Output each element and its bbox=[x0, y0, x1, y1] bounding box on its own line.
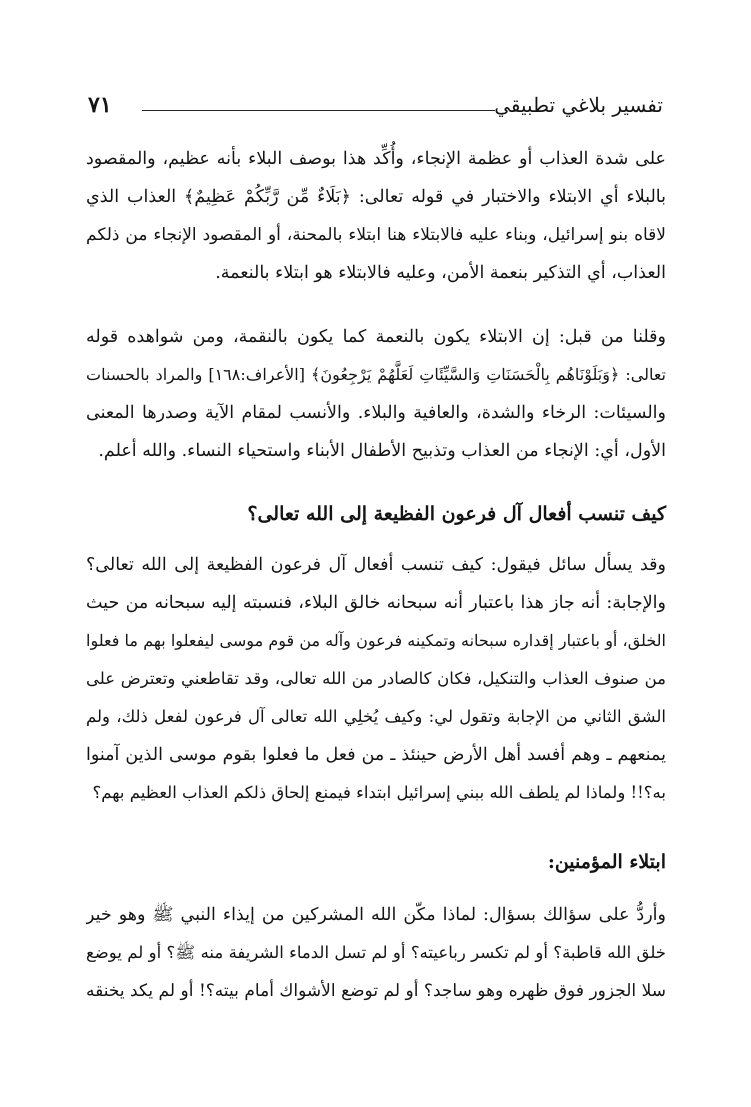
text-line: والإجابة: أنه جاز هذا باعتبار أنه سبحانه خالق البلاء، فنسبته إليه سبحانه من حيث bbox=[86, 593, 666, 613]
text-line: الخلق، أو باعتبار إقداره سبحانه وتمكينه فرعون وآله من قوم موسى ليفعلوا بهم ما فعلوا bbox=[86, 631, 666, 650]
header-rule bbox=[142, 110, 495, 111]
page-number: ٧١ bbox=[88, 92, 112, 118]
text-line: وأردُّ على سؤالك بسؤال: لماذا مكّن الله المشركين من إيذاء النبي ﷺ وهو خير bbox=[86, 905, 666, 925]
paragraph-4 bbox=[86, 896, 666, 1010]
text-line: تعالى: ﴿وَبَلَوْنَاهُم بِالْحَسَنَاتِ وَالسَّيِّئَاتِ لَعَلَّهُمْ يَرْجِعُونَ﴾ [الأعراف:١٦٨] والمراد بالحسنات bbox=[86, 365, 666, 384]
section-heading: كيف تنسب أفعال آل فرعون الفظيعة إلى الله تعالى؟ bbox=[247, 503, 666, 525]
text-line: على شدة العذاب أو عظمة الإنجاء، وأُكِّد هذا بوصف البلاء بأنه عظيم، والمقصود bbox=[86, 149, 666, 169]
running-title: تفسير بلاغي تطبيقي bbox=[494, 93, 663, 117]
page-header bbox=[88, 90, 663, 126]
text-line: الأول، أي: الإنجاء من العذاب وتذبيح الأطفال الأبناء واستحياء النساء. والله أعلم. bbox=[98, 441, 666, 461]
text-line: لاقاه بنو إسرائيل، وبناء عليه فالابتلاء هنا ابتلاء بالمحنة، أو المقصود الإنجاء من ذلكم bbox=[86, 225, 666, 245]
text-line: من صنوف العذاب والتنكيل، فكان كالصادر من الله تعالى، وقد تقاطعني وتعترض على bbox=[86, 669, 666, 688]
text-line: وقد يسأل سائل فيقول: كيف تنسب أفعال آل فرعون الفظيعة إلى الله تعالى؟ bbox=[86, 555, 666, 575]
paragraph-1 bbox=[86, 140, 666, 292]
section-heading: ابتلاء المؤمنين: bbox=[547, 851, 666, 873]
text-line: به؟!! ولماذا لم يلطف الله ببني إسرائيل ابتداء فيمنع إلحاق ذلكم العذاب العظيم بهم؟ bbox=[92, 783, 666, 802]
text-line: وقلنا من قبل: إن الابتلاء يكون بالنعمة كما يكون بالنقمة، ومن شواهده قوله bbox=[86, 327, 666, 347]
text-line: الشق الثاني من الإجابة وتقول لي: وكيف يُخلِي الله تعالى آل فرعون لفعل ذلك، ولم bbox=[86, 707, 666, 726]
text-line: والسيئات: الرخاء والشدة، والعافية والبلاء. والأنسب لمقام الآية وصدرها المعنى bbox=[86, 403, 666, 423]
paragraph-2 bbox=[86, 318, 666, 470]
text-line: العذاب، أي التذكير بنعمة الأمن، وعليه فالابتلاء هو ابتلاء بالنعمة. bbox=[215, 263, 666, 283]
text-line: سلا الجزور فوق ظهره وهو ساجد؟ أو لم توضع الأشواك أمام بيته؟! أو لم يكد يخنقه bbox=[86, 981, 666, 1001]
text-line: بالبلاء أي الابتلاء والاختبار في قوله تعالى: ﴿بَلَاءٌ مِّن رَّبِّكُمْ عَظِيمٌ﴾ العذاب الذي bbox=[86, 187, 666, 207]
text-line: يمنعهم ـ وهم أفسد أهل الأرض حينئذ ـ من فعل ما فعلوا بقوم موسى الذين آمنوا bbox=[86, 745, 666, 765]
text-line: خلق الله قاطبة؟ أو لم تكسر رباعيته؟ أو لم تسل الدماء الشريفة منه ﷺ؟ أو لم يوضع bbox=[86, 943, 666, 962]
paragraph-3 bbox=[86, 546, 666, 812]
